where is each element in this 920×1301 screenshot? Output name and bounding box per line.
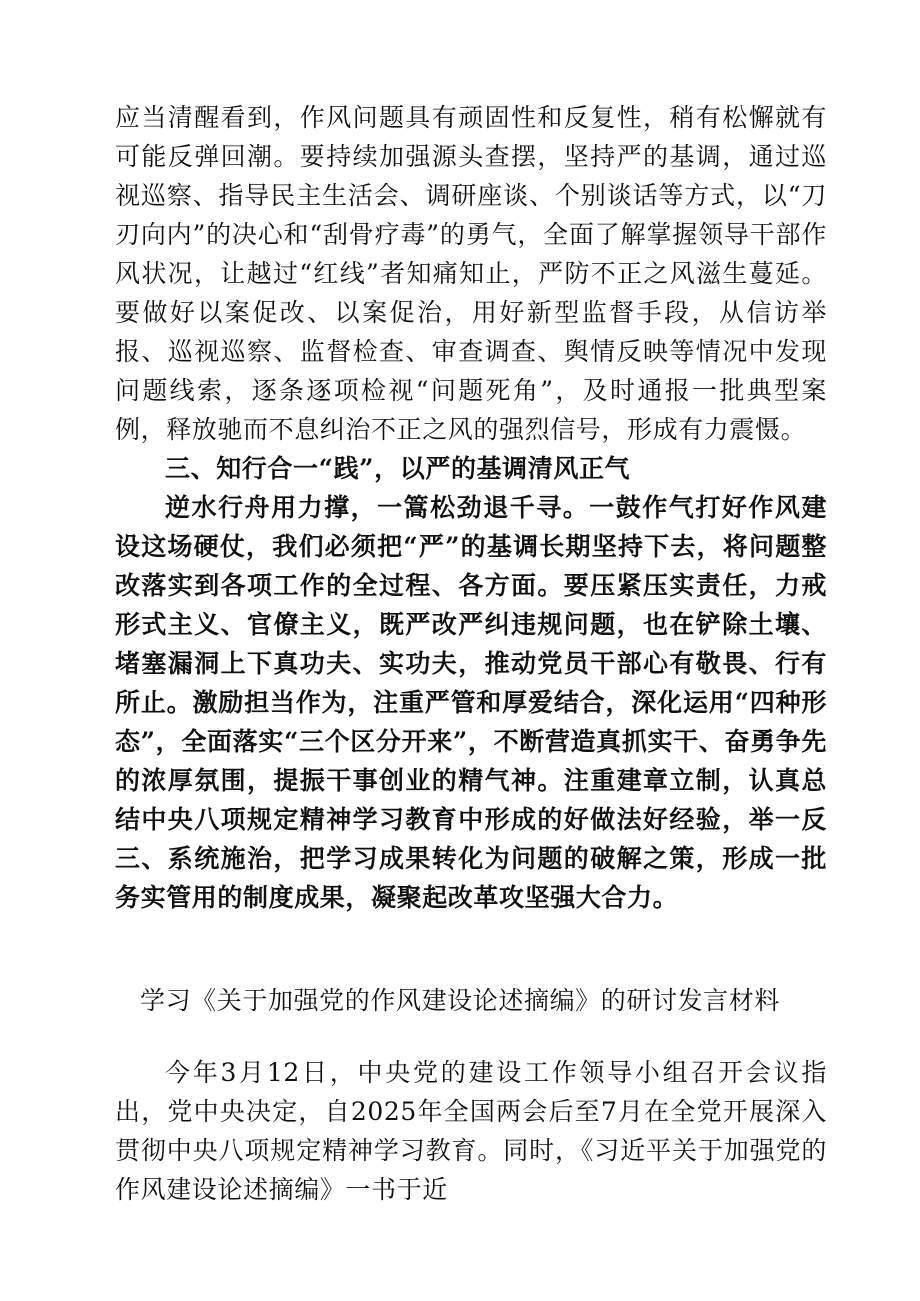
body-paragraph: 今年3月12日，中央党的建设工作领导小组召开会议指出，党中央决定，自2025年全国两会后至7月在全党开展深入贯彻中央八项规定精神学习教育。同时，《习近平关于加强党的作风建设论述摘编》一书于近: [115, 1058, 827, 1204]
section-heading: 三、知行合一“践”，以严的基调清风正气: [165, 454, 631, 483]
document-title: 学习《关于加强党的作风建设论述摘编》的研讨发言材料: [139, 986, 780, 1015]
body-paragraph-bold: 逆水行舟用力撑，一篙松劲退千寻。一鼓作气打好作风建设这场硬仗，我们必须把“严”的基调长期坚持下去，将问题整改落实到各项工作的全过程、各方面。要压紧压实责任，力戒形式主义、官僚主义，既严改严纠违规问题，也在铲除土壤、堵塞漏洞上下真功夫、实功夫，推动党员干部心有敬畏、行有所止。激励担当作为，注重严管和厚爱结合，深化运用“四种形态”，全面落实“三个区分开来”，不断营造真抓实干、奋勇争先的浓厚氛围，提振干事创业的精气神。注重建章立制，认真总结中央八项规定精神学习教育中形成的好做法好经验，举一反三、系统施治，把学习成果转化为问题的破解之策，形成一批务实管用的制度成果，凝聚起改革攻坚强大合力。: [115, 493, 827, 912]
body-paragraph: 应当清醒看到，作风问题具有顽固性和反复性，稍有松懈就有可能反弹回潮。要持续加强源头查摆，坚持严的基调，通过巡视巡察、指导民主生活会、调研座谈、个别谈话等方式，以“刀刃向内”的决心和“刮骨疗毒”的勇气，全面了解掌握领导干部作风状况，让越过“红线”者知痛知止，严防不正之风滋生蔓延。要做好以案促改、以案促治，用好新型监督手段，从信访举报、巡视巡察、监督检查、审查调查、舆情反映等情况中发现问题线索，逐条逐项检视“问题死角”，及时通报一批典型案例，释放驰而不息纠治不正之风的强烈信号，形成有力震慑。: [115, 103, 827, 444]
